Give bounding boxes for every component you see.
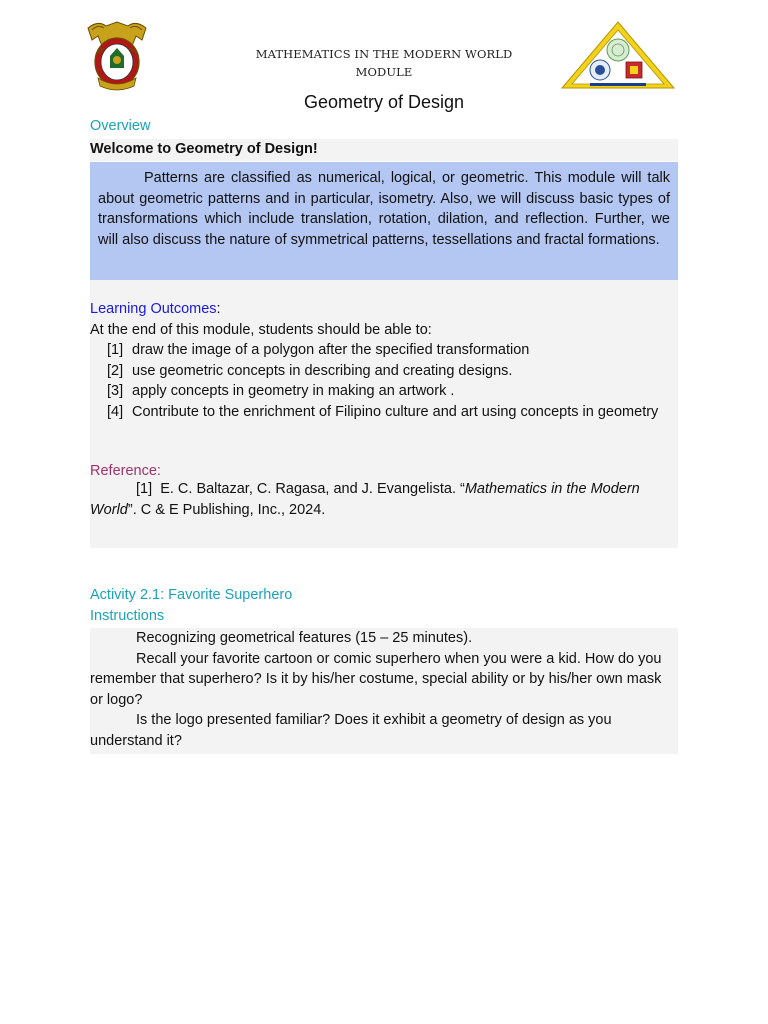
outcome-number: [1] xyxy=(107,342,124,358)
reference-book-title: Mathematics in the Modern World xyxy=(90,481,640,518)
reference-heading: Reference: xyxy=(90,463,161,479)
learning-outcomes-lead: At the end of this module, students should be able to: xyxy=(90,321,432,338)
outcome-item xyxy=(90,381,678,402)
learning-outcomes-label: Learning Outcomes xyxy=(90,301,217,317)
learning-outcomes-colon: : xyxy=(216,301,221,317)
outcome-number: [4] xyxy=(107,403,124,420)
activity-instructions xyxy=(90,628,678,754)
university-seal-icon xyxy=(84,18,150,92)
course-title-line1: MATHEMATICS IN THE MODERN WORLD xyxy=(255,47,513,61)
college-triangle-seal-icon xyxy=(560,20,676,90)
reference-authors: E. C. Baltazar, C. Ragasa, and J. Evangelista. “ xyxy=(160,481,465,497)
instruction-paragraph: Is the logo presented familiar? Does it exhibit a geometry of design as you understand it? xyxy=(90,712,612,749)
course-header xyxy=(234,45,534,81)
outcome-text: apply concepts in geometry in making an artwork . xyxy=(132,383,455,399)
learning-outcomes-section xyxy=(90,280,678,548)
outcome-item xyxy=(90,340,678,361)
welcome-heading: Welcome to Geometry of Design! xyxy=(90,139,678,161)
learning-outcomes-heading xyxy=(90,299,678,320)
outcome-number: [2] xyxy=(107,362,124,379)
overview-heading: Overview xyxy=(90,118,151,134)
outcome-text: draw the image of a polygon after the specified transformation xyxy=(132,342,530,358)
activity-heading: Activity 2.1: Favorite Superhero xyxy=(90,587,293,603)
reference-publisher: ”. C & E Publishing, Inc., 2024. xyxy=(127,501,326,518)
instruction-paragraph: Recall your favorite cartoon or comic superhero when you were a kid. How do you remember that superhero? Is it by his/her costume, special ability or by his/her own mask or logo? xyxy=(90,650,662,708)
outcome-text: Contribute to the enrichment of Filipino culture and art using concepts in geometry xyxy=(132,403,659,420)
instruction-paragraph: Recognizing geometrical features (15 – 25 minutes). xyxy=(136,630,473,646)
reference-number: [1] xyxy=(136,481,153,497)
instructions-heading: Instructions xyxy=(90,608,165,624)
intro-paragraph: Patterns are classified as numerical, logical, or geometric. This module will talk about geometric patterns and in particular, isometry. Also, we will discuss basic types of transformations which include translation, rotation, dilation, and reflection. Further, we will also discuss the nature of symmetrical patterns, tessellations and fractal formations. xyxy=(90,162,678,280)
document-title: Geometry of Design xyxy=(303,92,465,112)
reference-entry xyxy=(90,479,678,520)
outcome-number: [3] xyxy=(107,383,124,399)
outcome-item xyxy=(90,361,678,382)
course-title-line2: MODULE xyxy=(355,65,413,79)
outcome-text: use geometric concepts in describing and creating designs. xyxy=(132,362,513,379)
outcome-item xyxy=(90,402,678,423)
